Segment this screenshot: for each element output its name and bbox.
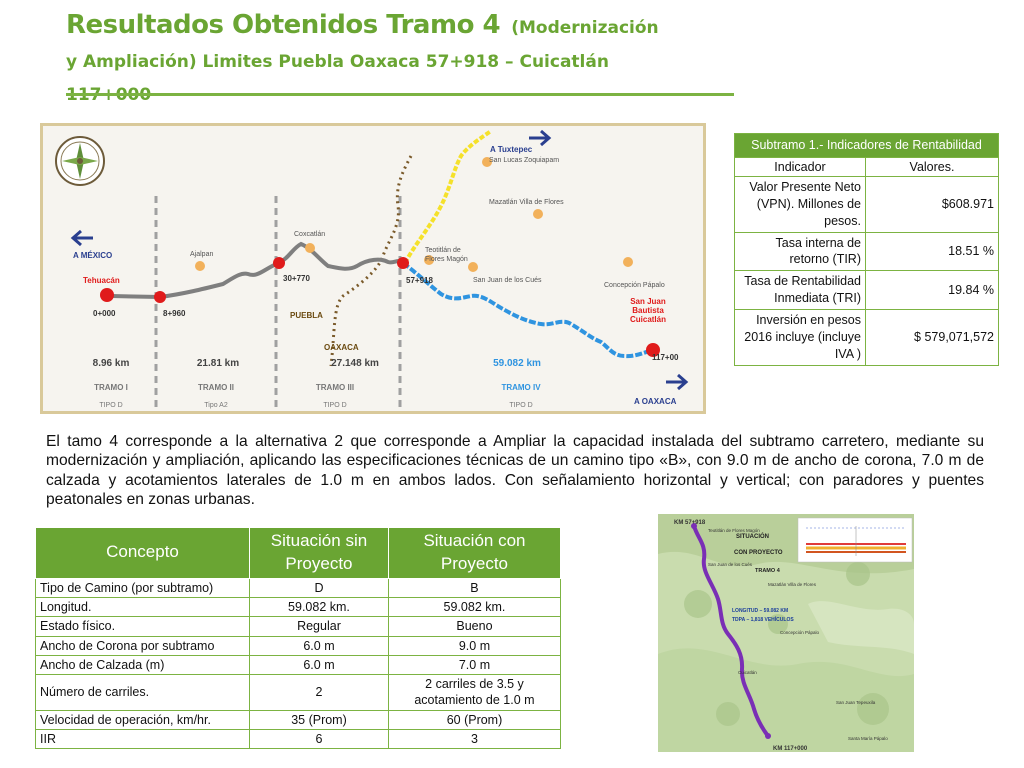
cell-concepto: IIR [36, 729, 250, 748]
sat-place: Concepción Pápalo [780, 630, 820, 635]
sat-longitud: LONGITUD – 59.082 KM [732, 608, 789, 614]
comparison-header-sin: Situación sin Proyecto [250, 528, 389, 579]
label-mazatlan: Mazatlán Villa de Flores [489, 199, 564, 206]
table-row [735, 271, 999, 310]
route-map-svg [43, 126, 703, 411]
indicators-table [734, 133, 999, 366]
label-san-juan-bautista: San Juan Bautista Cuicatlán [629, 297, 667, 324]
cross-section-inset [798, 518, 912, 562]
cell-concepto: Ancho de Calzada (m) [36, 655, 250, 674]
cell-con: B [388, 578, 560, 597]
sat-place: San Juan de los Cués [708, 562, 753, 567]
label-san-lucas: San Lucas Zoquiapam [489, 157, 560, 164]
sat-place: Teotitlán de Flores Magón [708, 528, 760, 533]
cell-con: 3 [388, 729, 560, 748]
indicator-name: Tasa de Rentabilidad Inmediata (TRI) [735, 271, 866, 310]
indicator-name: Valor Presente Neto (VPN). Millones de pesos. [735, 176, 866, 232]
title-line2: y Ampliación) Limites Puebla Oaxaca 57+918 – Cuicatlán [66, 51, 609, 72]
tipo-4-label: TIPO D [509, 402, 533, 409]
title-underline [66, 93, 734, 96]
tipo-2-label: Tipo A2 [204, 402, 228, 409]
cell-concepto: Ancho de Corona por subtramo [36, 636, 250, 655]
town-dots [195, 157, 633, 272]
table-row [735, 232, 999, 271]
cell-con: 60 (Prom) [388, 710, 560, 729]
tramo-4-label: TRAMO IV [501, 383, 541, 392]
label-a-oaxaca: A OAXACA [634, 397, 677, 406]
tramo-dividers [156, 196, 400, 408]
indicators-caption: Subtramo 1.- Indicadores de Rentabilidad [735, 134, 999, 158]
tipo-3-label: TIPO D [323, 402, 347, 409]
cell-sin: 6.0 m [250, 655, 389, 674]
cell-concepto: Tipo de Camino (por subtramo) [36, 578, 250, 597]
length-tramo-4: 59.082 km [493, 358, 541, 369]
label-a-tuxtepec: A Tuxtepec [490, 145, 533, 154]
table-row [36, 675, 561, 711]
cell-con: 7.0 m [388, 655, 560, 674]
km-8: 8+960 [163, 309, 186, 318]
route-map [40, 123, 706, 414]
label-tehuacan: Tehuacán [83, 276, 120, 285]
indicator-value: 18.51 % [866, 232, 999, 271]
label-concepcion: Concepción Pápalo [604, 282, 665, 289]
km-markers [100, 257, 660, 357]
sat-place: Mazatlán Villa de Flores [768, 582, 816, 587]
tramo-2-label: TRAMO II [198, 383, 234, 392]
length-tramo-1: 8.96 km [92, 358, 130, 369]
sat-tdpa: TDPA – 1,818 VEHÍCULOS [732, 617, 794, 623]
cell-concepto: Número de carriles. [36, 675, 250, 711]
table-row [36, 578, 561, 597]
sat-tramo: TRAMO 4 [755, 568, 780, 574]
terrain-map-svg [658, 514, 914, 752]
cell-con: 9.0 m [388, 636, 560, 655]
length-tramo-3: 27.148 km [331, 358, 379, 369]
state-puebla: PUEBLA [290, 311, 323, 320]
cell-sin: 35 (Prom) [250, 710, 389, 729]
km-117: 117+00 [652, 353, 679, 362]
label-teotitlan: Teotitlán de Flores Magón [425, 247, 468, 263]
cell-concepto: Velocidad de operación, km/hr. [36, 710, 250, 729]
road-to-tuxtepec [405, 131, 491, 263]
km-57: 57+918 [406, 276, 433, 285]
cell-sin: 59.082 km. [250, 598, 389, 617]
cell-sin: 6.0 m [250, 636, 389, 655]
cell-concepto: Estado físico. [36, 617, 250, 636]
table-row [36, 655, 561, 674]
cell-con: 2 carriles de 3.5 y acotamiento de 1.0 m [388, 675, 560, 711]
tramo-1-label: TRAMO I [94, 383, 128, 392]
table-row [36, 636, 561, 655]
indicators-col-indicator: Indicador [735, 157, 866, 176]
cell-sin: D [250, 578, 389, 597]
description-paragraph: El tamo 4 corresponde a la alternativa 2 que corresponde a Ampliar la capacidad instalada del subtramo carretero, mediante su modernización y ampliación, aplicando las especificaciones técnicas de un camino tipo «B», con 9.0 m de ancho de corona, 7.0 m de calzada y acotamientos laterales de 1.0 m en ambos lados. Con señalamiento horizontal y vertical; con paradores y puentes peatonales en zonas urbanas. [46, 433, 984, 509]
table-row [36, 729, 561, 748]
comparison-header-concepto: Concepto [36, 528, 250, 579]
arrow-left-icon [73, 231, 93, 245]
cell-sin: 2 [250, 675, 389, 711]
state-oaxaca: OAXACA [324, 343, 359, 352]
title-main: Resultados Obtenidos Tramo 4 [66, 10, 501, 40]
indicator-value: $ 579,071,572 [866, 310, 999, 366]
label-a-mexico: A MÉXICO [73, 251, 113, 260]
sat-km-end: KM 117+000 [773, 746, 808, 752]
label-coxcatlan: Coxcatlán [294, 231, 326, 238]
table-row [735, 176, 999, 232]
table-row [36, 598, 561, 617]
table-row [36, 710, 561, 729]
cell-concepto: Longitud. [36, 598, 250, 617]
tipo-1-label: TIPO D [99, 402, 123, 409]
indicator-value: $608.971 [866, 176, 999, 232]
cell-sin: Regular [250, 617, 389, 636]
page-title [66, 6, 786, 107]
indicator-name: Inversión en pesos 2016 incluye (incluye IVA ) [735, 310, 866, 366]
sat-place: Cuicatlán [738, 670, 757, 675]
cell-con: Bueno [388, 617, 560, 636]
sat-situacion: SITUACIÓN [736, 534, 769, 540]
label-ajalpan: Ajalpan [190, 251, 214, 258]
km-30: 30+770 [283, 274, 310, 283]
label-san-juan-cues: San Juan de los Cués [473, 277, 542, 284]
terrain-map [658, 514, 914, 752]
indicator-name: Tasa interna de retorno (TIR) [735, 232, 866, 271]
compass-icon [56, 137, 104, 185]
arrow-right-icon [666, 375, 686, 389]
comparison-header-con: Situación con Proyecto [388, 528, 560, 579]
title-paren: (Modernización [511, 18, 659, 38]
length-tramo-2: 21.81 km [196, 358, 240, 369]
sat-place: San Juan Tepeuxila [836, 700, 876, 705]
sat-place: Santa María Pápalo [848, 736, 888, 741]
table-row [735, 310, 999, 366]
table-row [36, 617, 561, 636]
cell-sin: 6 [250, 729, 389, 748]
indicator-value: 19.84 % [866, 271, 999, 310]
arrow-right-icon [529, 131, 549, 145]
cell-con: 59.082 km. [388, 598, 560, 617]
indicators-col-values: Valores. [866, 157, 999, 176]
comparison-table [35, 527, 561, 749]
sat-con-proyecto: CON PROYECTO [734, 550, 783, 556]
km-0: 0+000 [93, 309, 116, 318]
tramo-3-label: TRAMO III [315, 383, 355, 392]
sat-km-start: KM 57+918 [674, 520, 706, 526]
